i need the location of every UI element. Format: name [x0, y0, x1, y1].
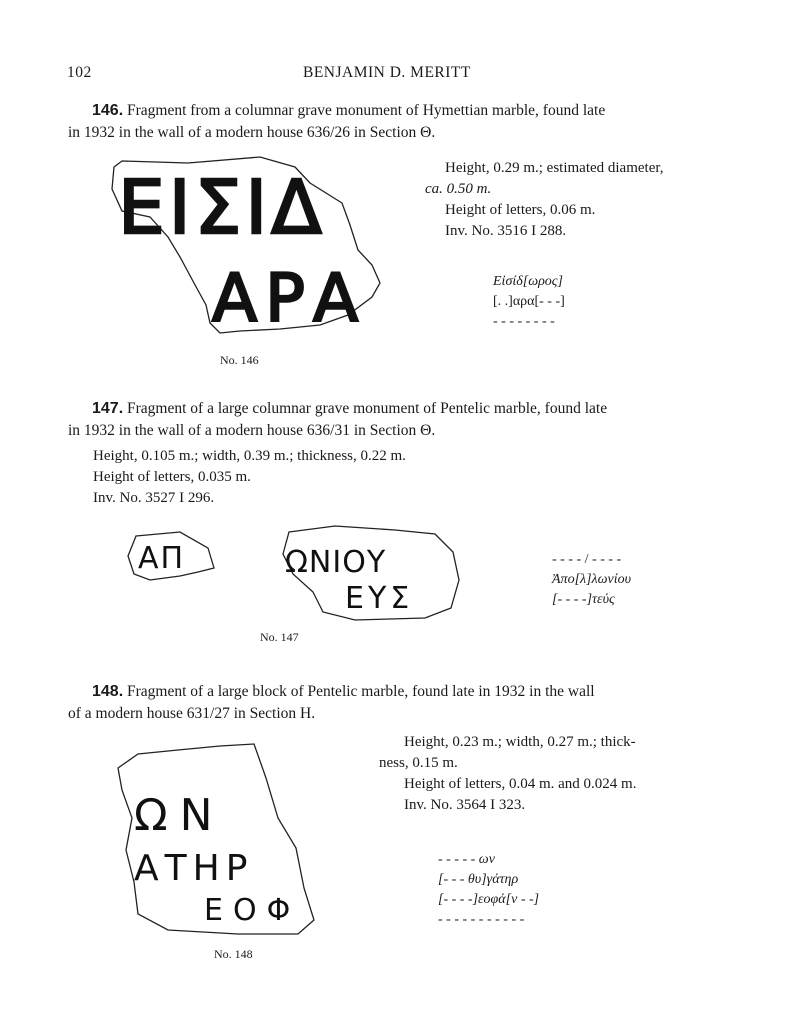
inscription-line: ΑΠ [138, 541, 186, 576]
entry-number: 148. [92, 683, 124, 700]
entry-148-transcription: - - - - - ων [- - - θυ]γάτηρ [- - - -]εοφά[ν - -] - - - - - - - - - - - [438, 852, 540, 927]
entry-146-meta: Height, 0.29 m.; estimated diameter, ca. 0.50 m. Height of letters, 0.06 m. Inv. No. 3516 I 288. [425, 160, 664, 239]
fragment-146-drawing [110, 155, 400, 340]
caption-146: No. 146 [220, 353, 259, 367]
entry-148-meta: Height, 0.23 m.; width, 0.27 m.; thick- ness, 0.15 m. Height of letters, 0.04 m. and 0.024 m. Inv. No. 3564 I 323. [379, 734, 637, 813]
entry-146-description: 146. Fragment from a columnar grave monument of Hymettian marble, found late in 1932 in the wall of a modern house 636/26 in Section Θ. [68, 102, 606, 141]
fragment-147-left-drawing [120, 528, 220, 588]
inscription-line: ΕΙΣΙΔ [118, 165, 326, 251]
entry-147-meta: Height, 0.105 m.; width, 0.39 m.; thickness, 0.22 m. Height of letters, 0.035 m. Inv. No. 3527 I 296. [93, 448, 406, 506]
inscription-line: ΩΝΙΟΥ [285, 545, 387, 580]
inscription-line: ΑΤΗΡ [134, 848, 254, 889]
entry-number: 146. [92, 102, 124, 119]
caption-147: No. 147 [260, 630, 299, 644]
page-number: 102 [67, 64, 92, 81]
running-title: BENJAMIN D. MERITT [303, 64, 471, 81]
inscription-line: ΑΡΑ [212, 260, 367, 337]
entry-147-description: 147. Fragment of a large columnar grave monument of Pentelic marble, found late in 1932 in the wall of a modern house 636/31 in Section Θ. [68, 400, 608, 439]
inscription-line: ΩΝ [134, 790, 225, 841]
inscription-line: ΕΥΣ [345, 581, 414, 616]
fragment-148-drawing [108, 738, 328, 938]
entry-147-transcription: - - - - / - - - - Ἀπο[λ]λωνίου [- - - -]τεύς [552, 552, 632, 607]
fragment-147-right-drawing [275, 522, 470, 627]
entry-number: 147. [92, 400, 124, 417]
inscription-line: ΕΟΦ [204, 893, 301, 928]
entry-148-description: 148. Fragment of a large block of Pentelic marble, found late in 1932 in the wall of a modern house 631/27 in Section Η. [68, 683, 595, 722]
entry-146-transcription: Εἰσίδ[ωρος] [. .]αρα[- - -] - - - - - - - - [493, 274, 565, 329]
caption-148: No. 148 [214, 947, 253, 961]
